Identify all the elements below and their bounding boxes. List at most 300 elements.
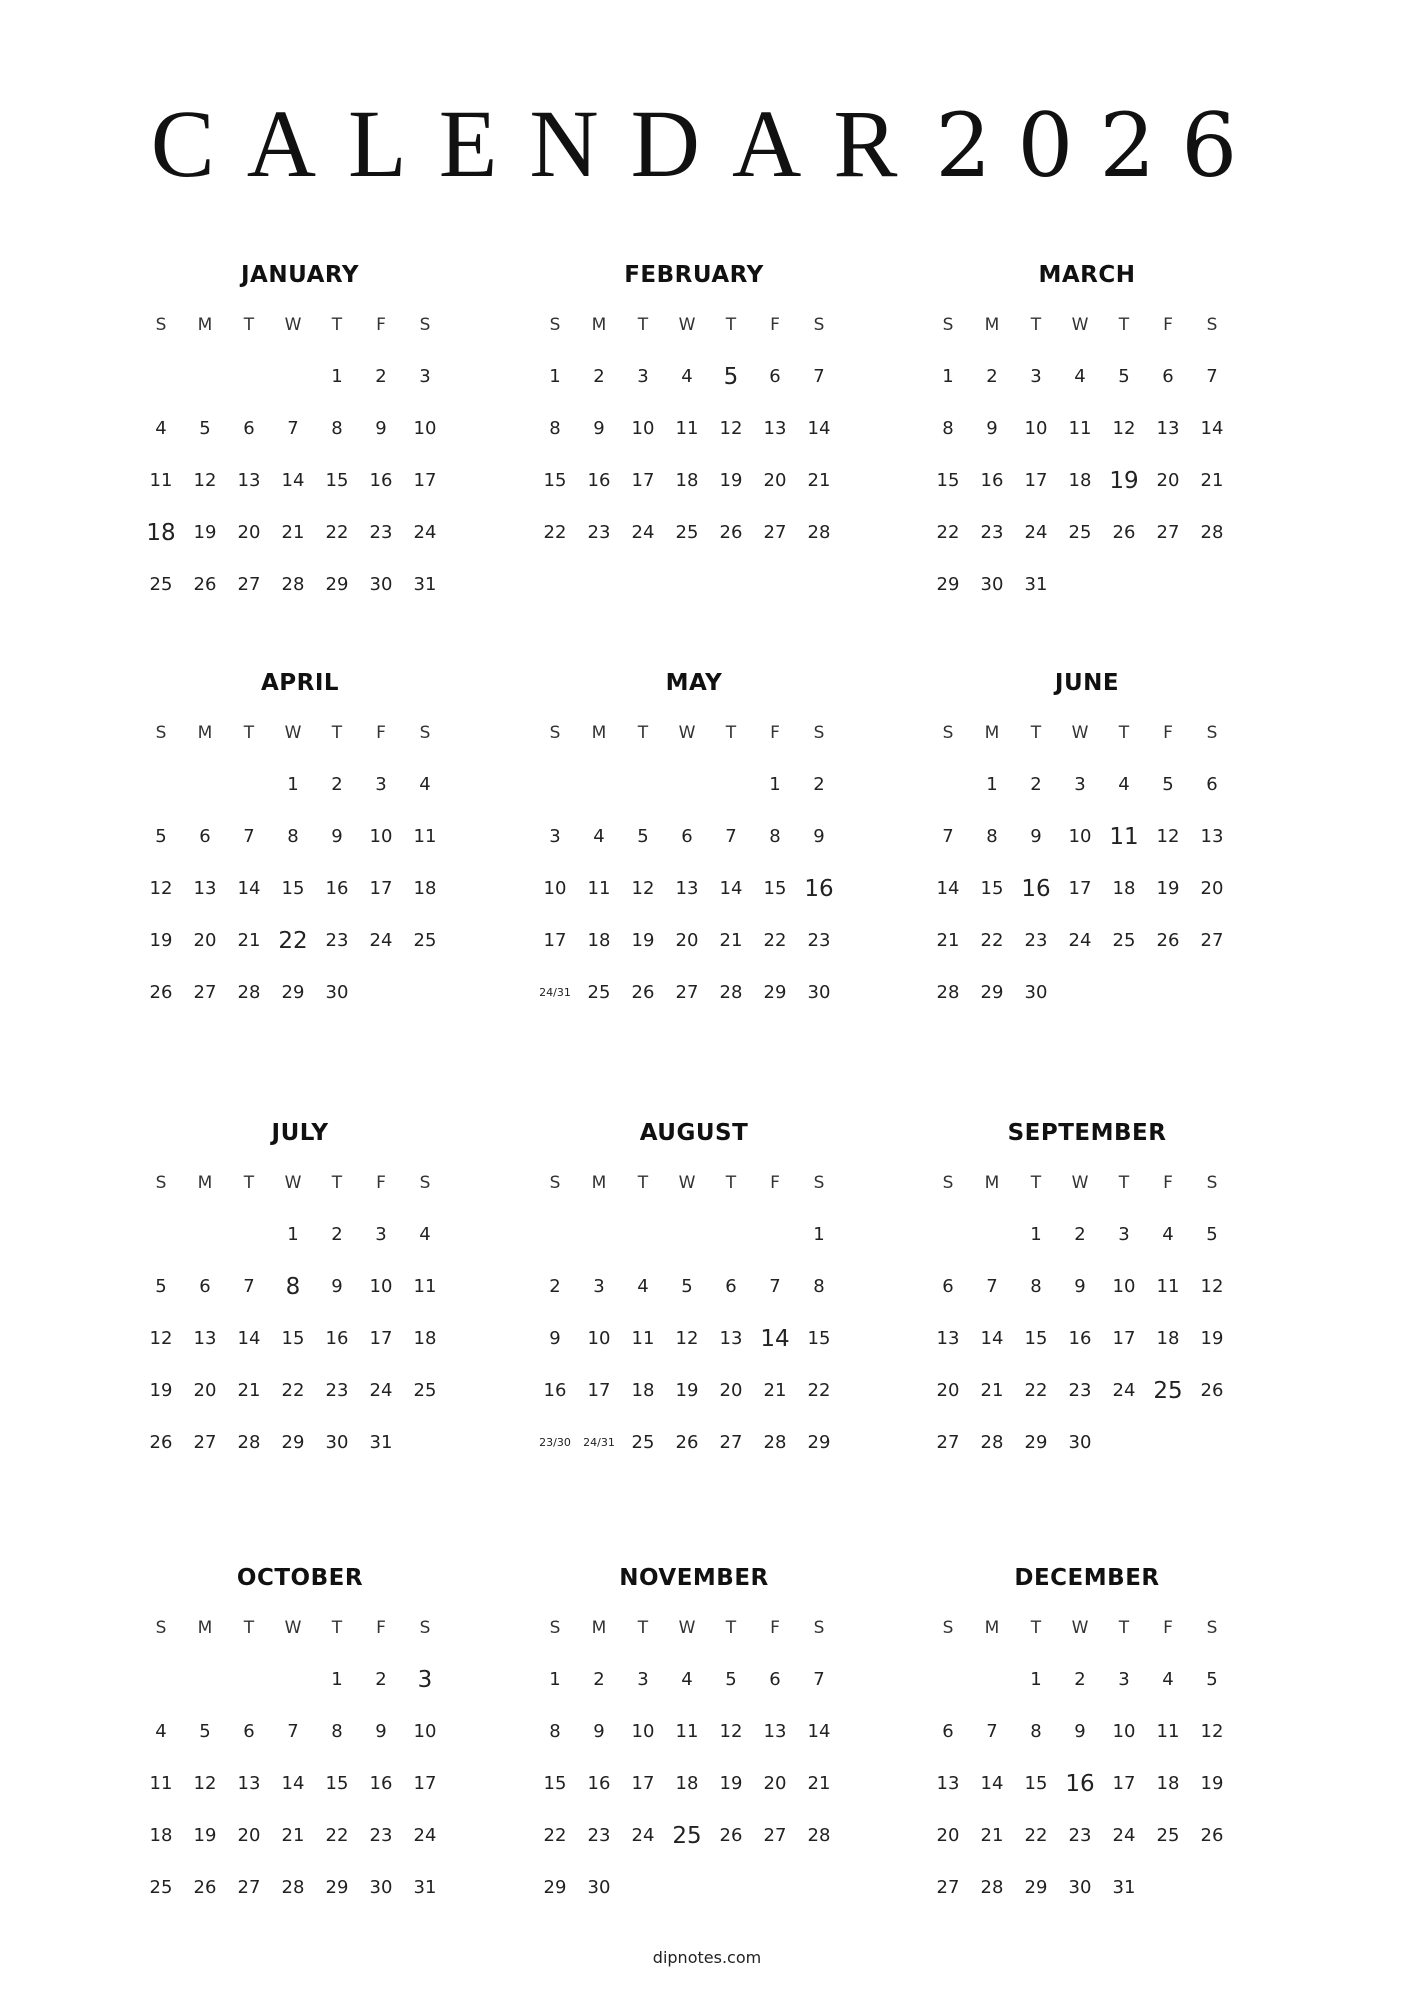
day-cell: 26	[1200, 1825, 1224, 1846]
day-cell: 17	[631, 1773, 655, 1794]
day-cell: 3	[593, 1276, 605, 1297]
day-cell: 31	[413, 574, 437, 595]
day-cell: 19	[719, 470, 743, 491]
day-cell: 2	[1074, 1224, 1086, 1245]
day-cell: 6	[942, 1721, 954, 1742]
day-cell: 17	[587, 1380, 611, 1401]
day-cell: 21	[281, 522, 305, 543]
day-cell: 17	[369, 1328, 393, 1349]
day-cell: 19	[1200, 1328, 1224, 1349]
day-cell: 7	[769, 1276, 781, 1297]
day-cell: 12	[149, 1328, 173, 1349]
day-cell: 10	[631, 418, 655, 439]
day-cell: 7	[986, 1721, 998, 1742]
weekday-label: S	[813, 1618, 825, 1638]
day-cell: 5	[681, 1276, 693, 1297]
day-cell: 1	[331, 366, 343, 387]
month-name: AUGUST	[639, 1120, 749, 1146]
day-cell: 5	[1206, 1224, 1218, 1245]
day-cell: 18	[1156, 1773, 1180, 1794]
day-cell: 31	[369, 1432, 393, 1453]
day-cell: 31	[413, 1877, 437, 1898]
weekday-label: F	[1163, 1618, 1173, 1638]
day-cell: 28	[980, 1877, 1004, 1898]
weekday-label: M	[984, 1618, 1000, 1638]
day-cell: 20	[1156, 470, 1180, 491]
day-cell: 4	[155, 1721, 167, 1742]
day-cell: 18	[146, 520, 176, 546]
day-cell: 24	[631, 1825, 655, 1846]
day-cell: 1	[813, 1224, 825, 1245]
day-cell: 22	[980, 930, 1004, 951]
month-name: JULY	[271, 1120, 329, 1146]
footer-site: dipnotes.com	[652, 1948, 762, 1967]
day-cell: 24	[369, 930, 393, 951]
weekday-label: W	[678, 1173, 696, 1193]
day-cell: 15	[1024, 1773, 1048, 1794]
day-cell: 11	[413, 1276, 437, 1297]
weekday-label: S	[1206, 315, 1218, 335]
weekday-label: F	[770, 723, 780, 743]
day-cell: 20	[936, 1380, 960, 1401]
day-cell: 28	[237, 1432, 261, 1453]
day-cell: 24	[1112, 1825, 1136, 1846]
day-cell: 19	[1109, 468, 1139, 494]
day-cell: 28	[719, 982, 743, 1003]
day-cell: 14	[980, 1773, 1004, 1794]
day-cell: 17	[543, 930, 567, 951]
day-cell: 8	[1030, 1721, 1042, 1742]
weekday-label: T	[637, 1618, 649, 1638]
day-cell: 29	[325, 1877, 349, 1898]
day-cell: 31	[1024, 574, 1048, 595]
day-cell: 10	[413, 1721, 437, 1742]
weekday-label: W	[678, 315, 696, 335]
day-cell: 16	[369, 1773, 393, 1794]
day-cell: 20	[675, 930, 699, 951]
day-cell: 7	[243, 826, 255, 847]
day-cell: 1	[549, 366, 561, 387]
day-cell: 25	[149, 574, 173, 595]
day-cell: 14	[807, 1721, 831, 1742]
day-cell: 26	[631, 982, 655, 1003]
day-cell: 16	[804, 876, 834, 902]
day-cell: 20	[719, 1380, 743, 1401]
day-cell: 21	[807, 470, 831, 491]
day-cell: 20	[237, 522, 261, 543]
day-cell: 6	[725, 1276, 737, 1297]
day-cell: 10	[543, 878, 567, 899]
day-cell: 10	[413, 418, 437, 439]
day-cell: 9	[375, 1721, 387, 1742]
day-cell: 9	[375, 418, 387, 439]
day-cell: 1	[287, 774, 299, 795]
day-cell: 29	[807, 1432, 831, 1453]
day-cell: 30	[1068, 1432, 1092, 1453]
day-cell: 12	[193, 470, 217, 491]
day-cell: 28	[807, 1825, 831, 1846]
day-cell: 7	[287, 418, 299, 439]
day-cell: 12	[719, 1721, 743, 1742]
day-cell: 19	[675, 1380, 699, 1401]
weekday-label: T	[1118, 315, 1130, 335]
day-cell: 15	[1024, 1328, 1048, 1349]
day-cell: 9	[813, 826, 825, 847]
day-cell: 13	[719, 1328, 743, 1349]
day-cell: 21	[1200, 470, 1224, 491]
day-cell: 4	[1074, 366, 1086, 387]
day-cell: 4	[637, 1276, 649, 1297]
day-cell: 13	[763, 418, 787, 439]
day-cell: 11	[675, 1721, 699, 1742]
weekday-label: T	[1030, 723, 1042, 743]
month-name: SEPTEMBER	[1007, 1120, 1167, 1146]
day-cell: 24	[1068, 930, 1092, 951]
day-cell: 19	[1156, 878, 1180, 899]
day-cell: 22	[543, 522, 567, 543]
day-cell: 7	[986, 1276, 998, 1297]
day-cell: 7	[813, 366, 825, 387]
day-cell: 10	[1112, 1721, 1136, 1742]
day-cell: 12	[1200, 1276, 1224, 1297]
day-cell: 15	[543, 1773, 567, 1794]
day-cell: 16	[543, 1380, 567, 1401]
day-cell: 21	[281, 1825, 305, 1846]
day-cell: 23/30	[539, 1436, 571, 1449]
day-cell: 27	[936, 1877, 960, 1898]
day-cell: 3	[1118, 1224, 1130, 1245]
day-cell: 15	[281, 878, 305, 899]
weekday-label: T	[725, 723, 737, 743]
day-cell: 7	[1206, 366, 1218, 387]
day-cell: 12	[149, 878, 173, 899]
day-cell: 10	[1024, 418, 1048, 439]
weekday-label: S	[419, 723, 431, 743]
day-cell: 15	[763, 878, 787, 899]
day-cell: 25	[1153, 1378, 1183, 1404]
day-cell: 5	[155, 826, 167, 847]
day-cell: 6	[243, 1721, 255, 1742]
day-cell: 20	[237, 1825, 261, 1846]
day-cell: 9	[331, 1276, 343, 1297]
day-cell: 14	[760, 1326, 790, 1352]
month-name: JUNE	[1054, 670, 1120, 696]
day-cell: 21	[237, 1380, 261, 1401]
day-cell: 21	[763, 1380, 787, 1401]
day-cell: 6	[1162, 366, 1174, 387]
day-cell: 3	[419, 366, 431, 387]
weekday-label: S	[942, 1173, 954, 1193]
day-cell: 18	[587, 930, 611, 951]
day-cell: 4	[419, 1224, 431, 1245]
day-cell: 9	[549, 1328, 561, 1349]
day-cell: 8	[1030, 1276, 1042, 1297]
day-cell: 23	[1024, 930, 1048, 951]
weekday-label: M	[984, 315, 1000, 335]
day-cell: 1	[287, 1224, 299, 1245]
day-cell: 3	[1030, 366, 1042, 387]
day-cell: 25	[413, 1380, 437, 1401]
weekday-label: F	[1163, 723, 1173, 743]
weekday-label: F	[376, 1173, 386, 1193]
day-cell: 28	[807, 522, 831, 543]
day-cell: 30	[325, 1432, 349, 1453]
day-cell: 17	[369, 878, 393, 899]
weekday-label: M	[197, 1618, 213, 1638]
day-cell: 25	[631, 1432, 655, 1453]
weekday-label: W	[678, 723, 696, 743]
month-name: FEBRUARY	[624, 262, 764, 288]
day-cell: 30	[1024, 982, 1048, 1003]
day-cell: 8	[549, 418, 561, 439]
weekday-label: T	[243, 1618, 255, 1638]
day-cell: 1	[1030, 1224, 1042, 1245]
day-cell: 9	[331, 826, 343, 847]
day-cell: 23	[325, 930, 349, 951]
day-cell: 2	[593, 366, 605, 387]
weekday-label: W	[678, 1618, 696, 1638]
day-cell: 12	[1156, 826, 1180, 847]
day-cell: 5	[199, 1721, 211, 1742]
day-cell: 27	[193, 982, 217, 1003]
day-cell: 13	[936, 1328, 960, 1349]
weekday-label: T	[1118, 1173, 1130, 1193]
day-cell: 17	[1112, 1328, 1136, 1349]
day-cell: 7	[243, 1276, 255, 1297]
day-cell: 11	[675, 418, 699, 439]
day-cell: 27	[936, 1432, 960, 1453]
day-cell: 1	[769, 774, 781, 795]
weekday-label: S	[549, 723, 561, 743]
title-word: CALENDAR	[150, 90, 930, 197]
day-cell: 13	[237, 470, 261, 491]
day-cell: 8	[769, 826, 781, 847]
weekday-label: M	[591, 1618, 607, 1638]
day-cell: 25	[675, 522, 699, 543]
day-cell: 9	[1074, 1276, 1086, 1297]
weekday-label: S	[155, 723, 167, 743]
weekday-label: T	[725, 315, 737, 335]
day-cell: 17	[631, 470, 655, 491]
day-cell: 26	[149, 1432, 173, 1453]
day-cell: 18	[675, 470, 699, 491]
weekday-label: S	[419, 1618, 431, 1638]
day-cell: 14	[237, 878, 261, 899]
day-cell: 23	[807, 930, 831, 951]
day-cell: 17	[413, 470, 437, 491]
day-cell: 2	[549, 1276, 561, 1297]
day-cell: 16	[1065, 1771, 1095, 1797]
day-cell: 12	[193, 1773, 217, 1794]
day-cell: 1	[986, 774, 998, 795]
weekday-label: F	[376, 315, 386, 335]
weekday-label: S	[549, 1173, 561, 1193]
weekday-label: W	[284, 723, 302, 743]
day-cell: 20	[763, 1773, 787, 1794]
day-cell: 11	[1109, 824, 1139, 850]
day-cell: 8	[549, 1721, 561, 1742]
day-cell: 12	[631, 878, 655, 899]
day-cell: 13	[1156, 418, 1180, 439]
day-cell: 1	[1030, 1669, 1042, 1690]
day-cell: 27	[237, 574, 261, 595]
day-cell: 14	[980, 1328, 1004, 1349]
day-cell: 6	[769, 1669, 781, 1690]
day-cell: 12	[1112, 418, 1136, 439]
day-cell: 19	[149, 1380, 173, 1401]
day-cell: 3	[1118, 1669, 1130, 1690]
weekday-label: W	[284, 1173, 302, 1193]
day-cell: 20	[763, 470, 787, 491]
day-cell: 16	[980, 470, 1004, 491]
day-cell: 22	[1024, 1825, 1048, 1846]
day-cell: 20	[1200, 878, 1224, 899]
day-cell: 10	[369, 826, 393, 847]
day-cell: 5	[1206, 1669, 1218, 1690]
day-cell: 16	[369, 470, 393, 491]
day-cell: 11	[1156, 1721, 1180, 1742]
day-cell: 18	[413, 1328, 437, 1349]
day-cell: 2	[593, 1669, 605, 1690]
day-cell: 28	[980, 1432, 1004, 1453]
day-cell: 20	[936, 1825, 960, 1846]
day-cell: 24	[369, 1380, 393, 1401]
weekday-label: M	[591, 1173, 607, 1193]
day-cell: 11	[149, 470, 173, 491]
day-cell: 11	[149, 1773, 173, 1794]
day-cell: 13	[1200, 826, 1224, 847]
day-cell: 9	[986, 418, 998, 439]
day-cell: 24	[1024, 522, 1048, 543]
day-cell: 17	[413, 1773, 437, 1794]
day-cell: 6	[1206, 774, 1218, 795]
day-cell: 14	[281, 1773, 305, 1794]
day-cell: 29	[1024, 1432, 1048, 1453]
weekday-label: S	[155, 315, 167, 335]
day-cell: 14	[281, 470, 305, 491]
day-cell: 21	[980, 1825, 1004, 1846]
day-cell: 30	[369, 574, 393, 595]
day-cell: 30	[980, 574, 1004, 595]
day-cell: 2	[986, 366, 998, 387]
day-cell: 28	[936, 982, 960, 1003]
day-cell: 17	[1024, 470, 1048, 491]
day-cell: 10	[1068, 826, 1092, 847]
day-cell: 18	[631, 1380, 655, 1401]
day-cell: 25	[413, 930, 437, 951]
day-cell: 28	[237, 982, 261, 1003]
day-cell: 22	[278, 928, 308, 954]
day-cell: 4	[155, 418, 167, 439]
weekday-label: F	[770, 315, 780, 335]
day-cell: 6	[199, 1276, 211, 1297]
day-cell: 11	[587, 878, 611, 899]
day-cell: 4	[593, 826, 605, 847]
day-cell: 10	[587, 1328, 611, 1349]
day-cell: 15	[325, 1773, 349, 1794]
day-cell: 7	[813, 1669, 825, 1690]
day-cell: 30	[807, 982, 831, 1003]
weekday-label: T	[331, 1618, 343, 1638]
day-cell: 2	[375, 366, 387, 387]
day-cell: 16	[587, 470, 611, 491]
weekday-label: M	[197, 723, 213, 743]
weekday-label: T	[725, 1618, 737, 1638]
day-cell: 26	[719, 522, 743, 543]
day-cell: 23	[587, 522, 611, 543]
weekday-label: S	[942, 1618, 954, 1638]
day-cell: 24/31	[583, 1436, 615, 1449]
day-cell: 15	[936, 470, 960, 491]
day-cell: 26	[1200, 1380, 1224, 1401]
day-cell: 18	[1112, 878, 1136, 899]
weekday-label: T	[637, 1173, 649, 1193]
day-cell: 25	[1112, 930, 1136, 951]
day-cell: 3	[637, 1669, 649, 1690]
day-cell: 15	[807, 1328, 831, 1349]
day-cell: 6	[681, 826, 693, 847]
day-cell: 29	[763, 982, 787, 1003]
weekday-label: T	[1030, 315, 1042, 335]
day-cell: 22	[281, 1380, 305, 1401]
day-cell: 3	[417, 1667, 433, 1693]
day-cell: 17	[1068, 878, 1092, 899]
day-cell: 30	[369, 1877, 393, 1898]
month-name: APRIL	[260, 670, 340, 696]
day-cell: 28	[1200, 522, 1224, 543]
weekday-label: W	[1071, 723, 1089, 743]
day-cell: 8	[331, 418, 343, 439]
day-cell: 27	[763, 522, 787, 543]
day-cell: 13	[675, 878, 699, 899]
weekday-label: T	[1030, 1618, 1042, 1638]
day-cell: 3	[375, 774, 387, 795]
day-cell: 22	[763, 930, 787, 951]
day-cell: 27	[719, 1432, 743, 1453]
day-cell: 4	[1162, 1224, 1174, 1245]
weekday-label: F	[1163, 315, 1173, 335]
weekday-label: T	[725, 1173, 737, 1193]
weekday-label: S	[155, 1173, 167, 1193]
day-cell: 5	[1118, 366, 1130, 387]
day-cell: 21	[807, 1773, 831, 1794]
day-cell: 16	[1068, 1328, 1092, 1349]
day-cell: 3	[375, 1224, 387, 1245]
day-cell: 3	[1074, 774, 1086, 795]
day-cell: 16	[1021, 876, 1051, 902]
day-cell: 26	[193, 1877, 217, 1898]
weekday-label: F	[376, 1618, 386, 1638]
day-cell: 30	[325, 982, 349, 1003]
day-cell: 11	[413, 826, 437, 847]
day-cell: 23	[369, 1825, 393, 1846]
day-cell: 5	[155, 1276, 167, 1297]
weekday-label: S	[155, 1618, 167, 1638]
day-cell: 15	[325, 470, 349, 491]
day-cell: 19	[719, 1773, 743, 1794]
weekday-label: M	[984, 723, 1000, 743]
day-cell: 10	[369, 1276, 393, 1297]
weekday-label: T	[1118, 723, 1130, 743]
weekday-label: T	[243, 1173, 255, 1193]
day-cell: 14	[807, 418, 831, 439]
weekday-label: S	[419, 1173, 431, 1193]
day-cell: 4	[681, 366, 693, 387]
day-cell: 19	[149, 930, 173, 951]
weekday-label: F	[1163, 1173, 1173, 1193]
day-cell: 4	[419, 774, 431, 795]
day-cell: 23	[325, 1380, 349, 1401]
